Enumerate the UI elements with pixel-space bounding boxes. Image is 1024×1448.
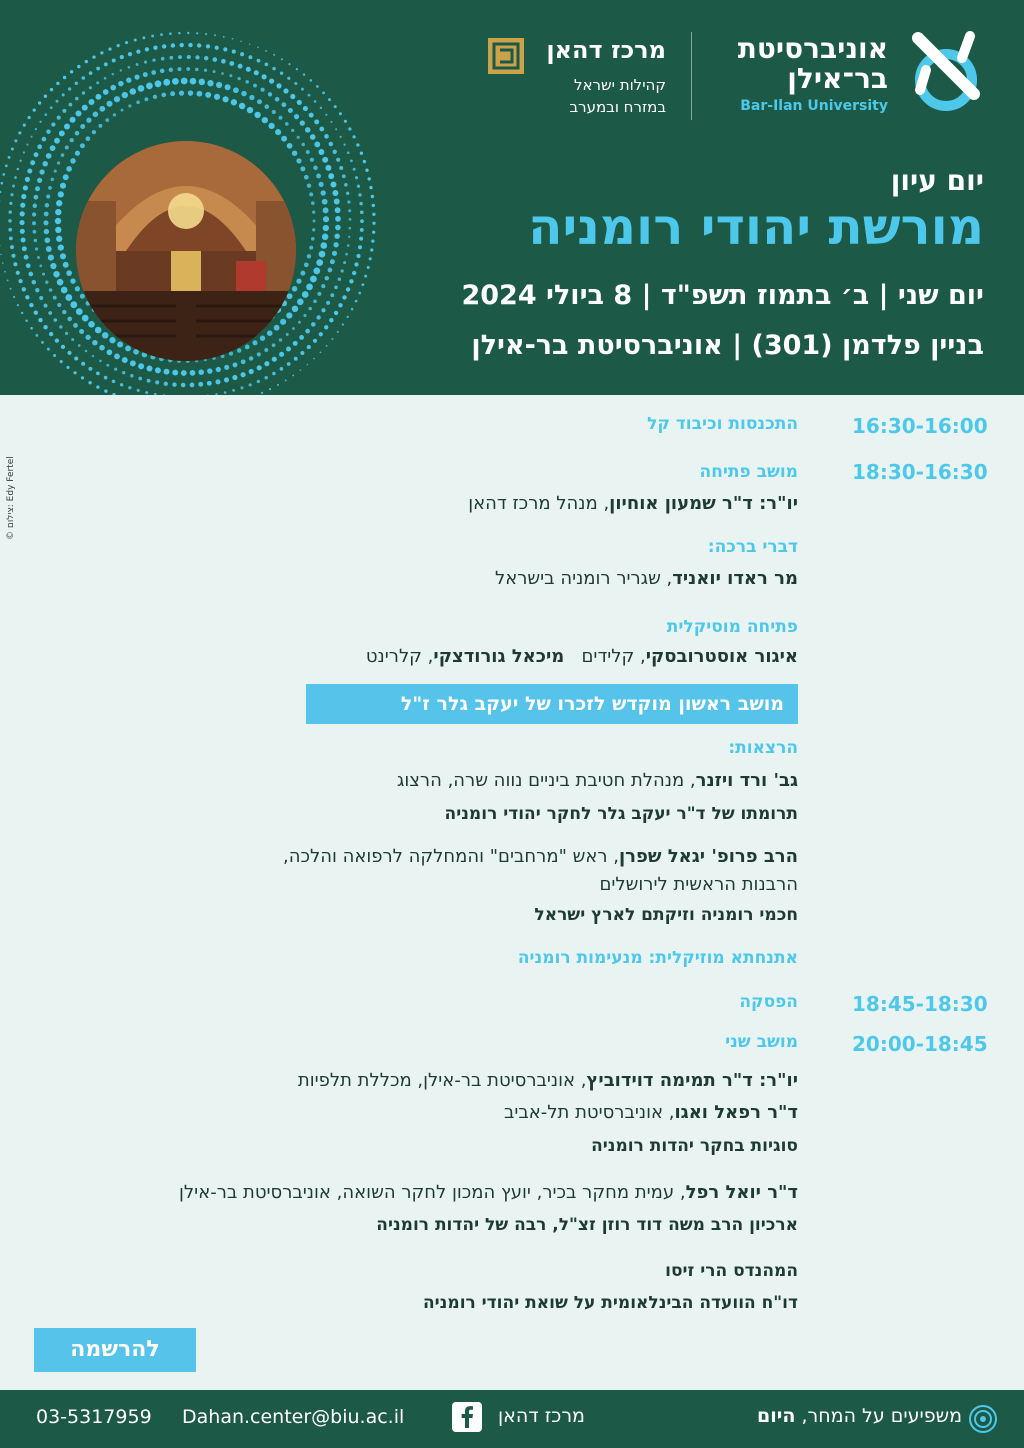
logo-divider (691, 32, 692, 120)
lectures-label: הרצאות: (728, 738, 798, 758)
lecture-2-affiliation: הרבנות הראשית לירושלים (599, 874, 798, 895)
event-location: בניין פלדמן (301) | אוניברסיטת בר-אילן (471, 330, 984, 361)
dedication-banner: מושב ראשון מוקדש לזכרו של יעקב גלר ז"ל (306, 684, 798, 724)
time-slot-4: 20:00-18:45 (852, 1032, 988, 1056)
facebook-icon[interactable] (452, 1402, 482, 1432)
lecture-4-title: ארכיון הרב משה דוד רוזן זצ"ל, רבה של יהדות רומניה (376, 1215, 798, 1235)
lecture-2-title: חכמי רומניה וזיקתם לארץ ישראל (534, 905, 798, 925)
greetings-label: דברי ברכה: (707, 537, 798, 557)
time-slot-2: 18:30-16:30 (852, 460, 988, 484)
dahan-center-subtitle (569, 74, 666, 118)
header (0, 0, 1024, 395)
chair-2: יו"ר: ד"ר תמימה דוידוביץ, אוניברסיטת בר-אילן, מכללת תלפיות (297, 1070, 798, 1091)
time-slot-1: 16:30-16:00 (852, 414, 988, 438)
dahan-center-name: מרכז דהאן (546, 36, 666, 64)
footer (0, 1390, 1024, 1448)
event-title: מורשת יהודי רומניה (528, 198, 984, 256)
lecture-2-speaker: הרב פרופ' יגאל שפרן, ראש "מרחבים" והמחלקה לרפואה והלכה, (282, 846, 798, 867)
footer-phone[interactable]: 03-5317959 (36, 1406, 152, 1428)
bar-ilan-name-en: Bar-Ilan University (740, 98, 888, 114)
event-date: יום שני | ב׳ בתמוז תשפ"ד | 8 ביולי 2024 (461, 280, 984, 311)
bar-ilan-logo-icon (900, 28, 992, 120)
dahan-sub-line1: קהילות ישראל (573, 76, 666, 94)
synagogue-photo (76, 141, 296, 361)
time-slot-3: 18:45-18:30 (852, 992, 988, 1016)
lecture-3-speaker: ד"ר רפאל ואגו, אוניברסיטת תל-אביב (503, 1102, 798, 1123)
lecture-5-title: דו"ח הוועדה הבינלאומית על שואת יהודי רומניה (423, 1293, 798, 1313)
logos (472, 28, 992, 124)
photo-credit: © צילום: Edy Fertel (6, 456, 16, 540)
footer-facebook-name[interactable]: מרכז דהאן (498, 1405, 585, 1427)
bar-ilan-name-line2: בר־אילן (787, 62, 888, 95)
slot-2-label: מושב פתיחה (699, 462, 798, 482)
lecture-1-title: תרומתו של ד"ר יעקב גלר לחקר יהודי רומניה (444, 804, 798, 824)
footer-slogan: משפיעים על המחר, היום (757, 1405, 962, 1427)
register-button[interactable]: להרשמה (34, 1328, 196, 1372)
lecture-3-title: סוגיות בחקר יהדות רומניה (591, 1136, 798, 1156)
interlude-label: אתנחתא מוזיקלית: מנעימות רומניה (517, 948, 798, 968)
lecture-5-speaker: המהנדס הרי זיסו (665, 1261, 798, 1281)
music-performers: איגור אוסטרובסקי, קלידים מיכאל גורודצקי, קלרינט (365, 646, 798, 667)
dahan-sub-line2: במזרח ובמערב (569, 98, 666, 116)
slot-3-label: הפסקה (739, 992, 798, 1012)
lecture-1-speaker: גב' ורד ויזנר, מנהלת חטיבת ביניים נווה שרה, הרצוג (396, 770, 798, 791)
chair-1: יו"ר: ד"ר שמעון אוחיון, מנהל מרכז דהאן (468, 493, 798, 514)
bar-ilan-name-line1: אוניברסיטת (737, 32, 888, 65)
bar-ilan-name-he (738, 34, 888, 94)
dahan-center-logo-icon (486, 36, 526, 76)
event-type: יום עיון (890, 164, 984, 197)
music-label: פתיחה מוסיקלית (666, 617, 798, 637)
slot-1-label: התכנסות וכיבוד קל (647, 414, 798, 434)
lecture-4-speaker: ד"ר יואל רפל, עמית מחקר בכיר, יועץ המכון לחקר השואה, אוניברסיטת בר-אילן (179, 1182, 798, 1203)
footer-email[interactable]: Dahan.center@biu.ac.il (182, 1406, 405, 1428)
greetings-speaker: מר ראדו יואניד, שגריר רומניה בישראל (494, 568, 798, 589)
bar-ilan-circle-icon (968, 1404, 998, 1434)
slot-4-label: מושב שני (725, 1032, 798, 1052)
